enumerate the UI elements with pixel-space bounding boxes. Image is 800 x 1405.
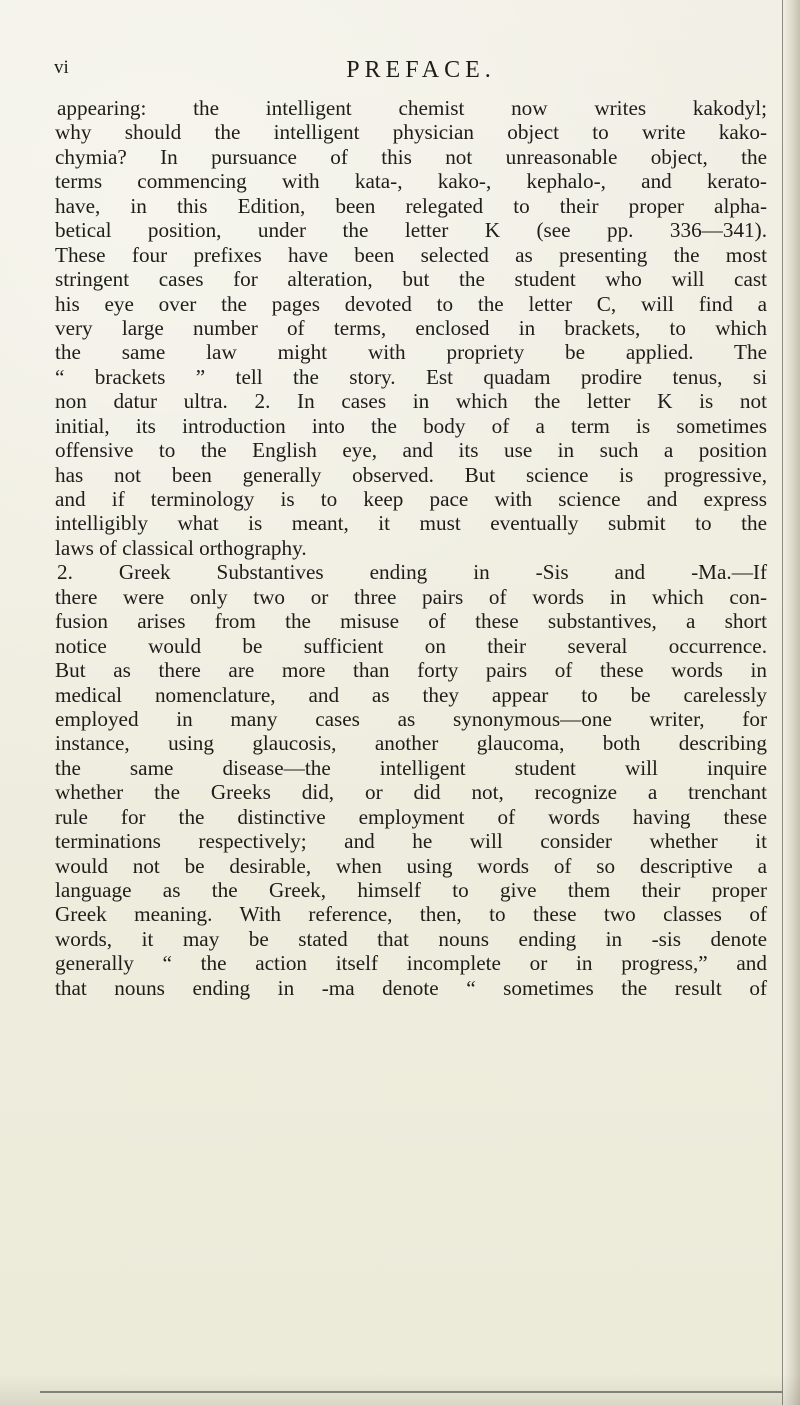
text-line: words, it may be stated that nouns ending in -sis denote [55,926,767,951]
text-line: that nouns ending in -ma denote “ sometimes the result of [55,975,767,1000]
text-line: offensive to the English eye, and its use in such a position [55,438,767,463]
text-line: whether the Greeks did, or did not, recognize a trenchant [55,780,767,805]
text-line: there were only two or three pairs of words in which con- [55,584,767,609]
text-line: generally “ the action itself incomplete or in progress,” and [55,951,767,976]
text-line: betical position, under the letter K (see pp. 336—341). [55,218,767,243]
bottom-page-shadow [0,1373,800,1405]
text-line: laws of classical orthography. [55,535,307,560]
text-line: appearing: the intelligent chemist now writes kakodyl; [57,96,767,120]
text-line: But as there are more than forty pairs of these words in [55,658,767,683]
section-heading-line: 2. Greek Substantives ending in -Sis and -Ma.—If [57,560,767,585]
text-line: why should the intelligent physician object to write kako- [55,120,767,145]
text-line: language as the Greek, himself to give them their proper [55,878,767,902]
text-line: fusion arises from the misuse of these substantives, a short [55,609,767,634]
bottom-edge-line [40,1391,782,1393]
text-line: terminations respectively; and he will consider whether it [55,829,767,854]
text-line: rule for the distinctive employment of words having these [55,804,767,829]
text-line: medical nomenclature, and as they appear to be carelessly [55,682,767,707]
text-line: have, in this Edition, been relegated to their proper alpha- [55,193,767,218]
text-line: notice would be sufficient on their several occurrence. [55,633,767,658]
text-line: chymia? In pursuance of this not unreasonable object, the [55,144,767,169]
text-line: instance, using glaucosis, another glaucoma, both describing [55,731,767,756]
text-line: the same disease—the intelligent student will inquire [55,755,767,780]
text-line: “ brackets ” tell the story. Est quadam prodire tenus, si [55,364,767,389]
text-line: Greek meaning. With reference, then, to these two classes of [55,902,767,927]
page-edge-shadow [782,0,800,1405]
preface-text [55,96,767,1000]
page-header [54,58,754,98]
text-line: has not been generally observed. But science is progressive, [55,462,767,487]
text-line: the same law might with propriety be applied. The [55,340,767,365]
text-line: intelligibly what is meant, it must eventually submit to the [55,511,767,536]
text-line: non datur ultra. 2. In cases in which the letter K is not [55,389,767,414]
text-line: terms commencing with kata-, kako-, kephalo-, and kerato- [55,169,767,194]
page-number: vi [54,57,69,78]
text-line: very large number of terms, enclosed in brackets, to which [55,315,767,340]
text-line: and if terminology is to keep pace with science and express [55,487,767,511]
text-line: would not be desirable, when using words of so descriptive a [55,853,767,878]
text-line: employed in many cases as synonymous—one writer, for [55,706,767,731]
text-line: his eye over the pages devoted to the letter C, will find a [55,291,767,316]
text-line: initial, its introduction into the body of a term is sometimes [55,413,767,438]
text-line: stringent cases for alteration, but the student who will cast [55,267,767,292]
text-line: These four prefixes have been selected as presenting the most [55,242,767,267]
running-title: PREFACE. [346,57,496,83]
